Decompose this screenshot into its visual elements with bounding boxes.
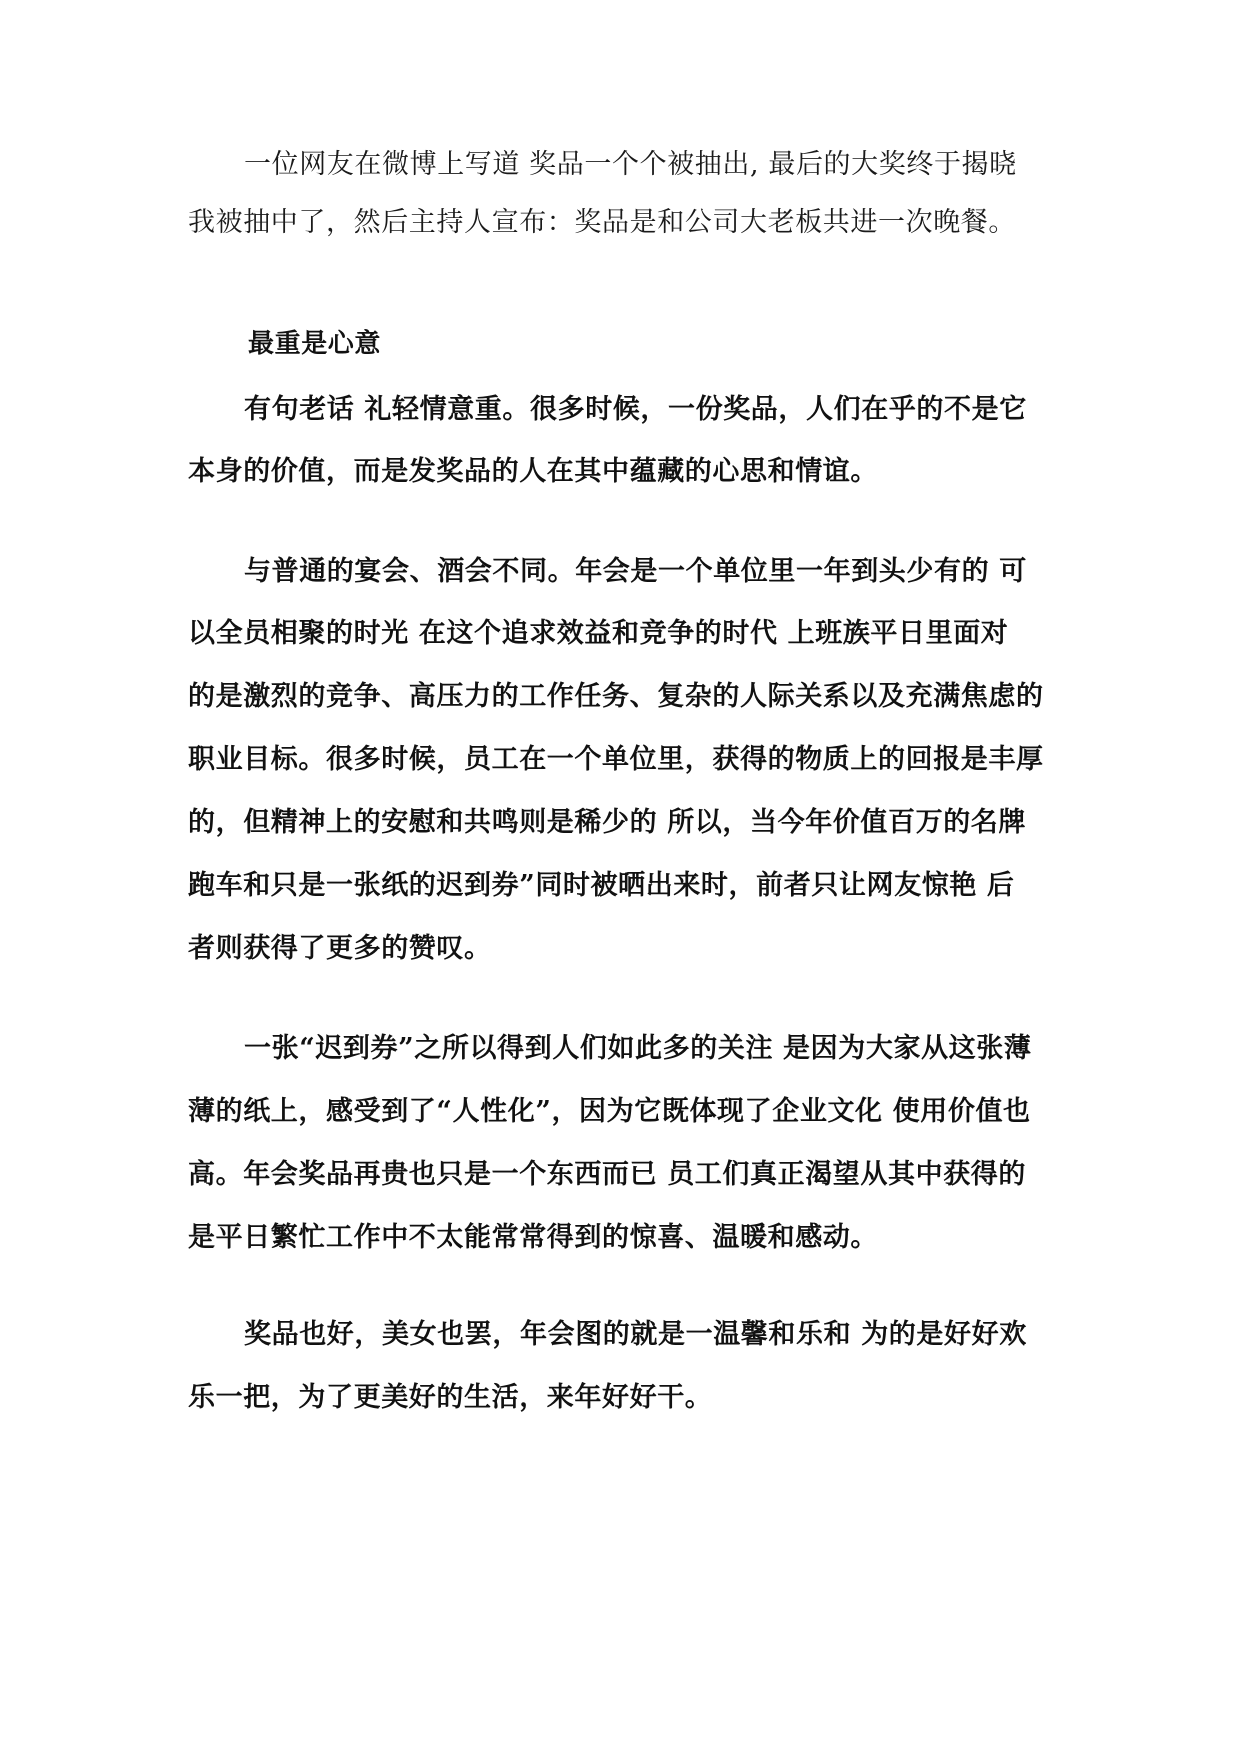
paragraph-1-line-1: 一位网友在微博上写道 奖品一个个被抽出, 最后的大奖终于揭晓 [244,149,1017,180]
paragraph-4-line-4: 是平日繁忙工作中不太能常常得到的惊喜、温暖和感动。 [188,1222,878,1253]
paragraph-4-line-2: 薄的纸上，感受到了“人性化”，因为它既体现了企业文化 使用价值也 [188,1096,1031,1127]
paragraph-5-line-1: 奖品也好，美女也罢，年会图的就是一温馨和乐和 为的是好好欢 [244,1319,1027,1350]
paragraph-2-line-2: 本身的价值，而是发奖品的人在其中蕴藏的心思和情谊。 [188,456,878,487]
paragraph-5-line-2: 乐一把，为了更美好的生活，来年好好干。 [188,1382,713,1413]
paragraph-3-line-3: 的是激烈的竞争、高压力的工作任务、复杂的人际关系以及充满焦虑的 [188,681,1044,712]
paragraph-4-line-3: 高。年会奖品再贵也只是一个东西而已 员工们真正渴望从其中获得的 [188,1159,1026,1190]
paragraph-3-line-5: 的，但精神上的安慰和共鸣则是稀少的 所以，当今年价值百万的名牌 [188,807,1026,838]
paragraph-2-line-1: 有句老话 礼轻情意重。很多时候，一份奖品，人们在乎的不是它 [244,394,1027,425]
paragraph-1-line-2: 我被抽中了，然后主持人宣布：奖品是和公司大老板共进一次晚餐。 [188,207,1016,238]
paragraph-3-line-1: 与普通的宴会、酒会不同。年会是一个单位里一年到头少有的 可 [244,556,1027,587]
paragraph-3-line-2: 以全员相聚的时光 在这个追求效益和竞争的时代 上班族平日里面对 [188,618,1009,649]
paragraph-3-line-7: 者则获得了更多的赞叹。 [188,933,492,964]
paragraph-3-line-4: 职业目标。很多时候，员工在一个单位里，获得的物质上的回报是丰厚 [188,744,1044,775]
section-heading: 最重是心意 [248,329,382,359]
paragraph-3-line-6: 跑车和只是一张纸的迟到券”同时被晒出来时，前者只让网友惊艳 后 [188,870,1015,901]
paragraph-4-line-1: 一张“迟到券”之所以得到人们如此多的关注 是因为大家从这张薄 [244,1033,1032,1064]
